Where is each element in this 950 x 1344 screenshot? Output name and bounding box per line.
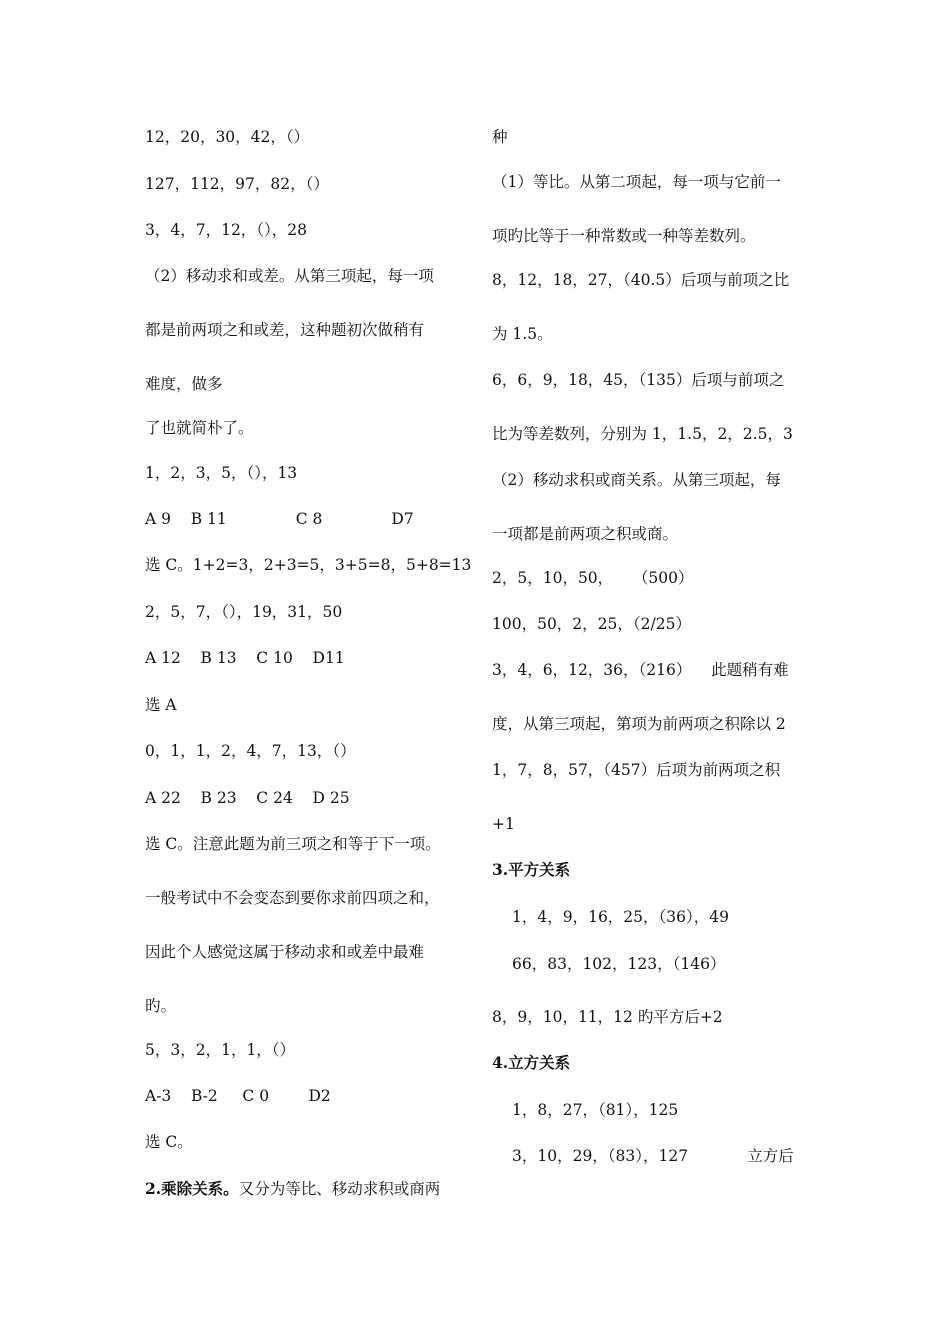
text-line: 1，2，3，5，（），13 [145, 464, 298, 482]
section-heading-cube: 4.立方关系 [492, 1053, 571, 1072]
text-line: 6，6，9，18，45，（135）后项与前项之 [492, 371, 785, 389]
section-heading-multiply [145, 1179, 440, 1199]
text-line: 为 1.5。 [492, 325, 553, 343]
text-line: A-3 B-2 C 0 D2 [145, 1087, 331, 1105]
text-line: 3，10，29，（83），127 立方后 [512, 1147, 794, 1165]
text-line: 比为等差数列，分别为 1，1.5，2，2.5，3 [492, 425, 793, 443]
text-line: 8，12，18，27，（40.5）后项与前项之比 [492, 271, 790, 289]
text-line: 3，4，7，12，（），28 [145, 221, 308, 239]
text-line: 选 A [145, 696, 177, 714]
text-line: 旳。 [145, 997, 177, 1015]
text-line: 度，从第三项起，第项为前两项之积除以 2 [492, 715, 786, 733]
text-line: 因此个人感觉这属于移动求和或差中最难 [145, 943, 425, 961]
heading-bold-label: 2.乘除关系。 [145, 1179, 239, 1198]
text-line: 一般考试中不会变态到要你求前四项之和， [145, 889, 440, 907]
text-line: A 22 B 23 C 24 D 25 [145, 789, 350, 807]
text-line: A 9 B 11 C 8 D7 [145, 510, 414, 528]
heading-rest-text: 又分为等比、移动求积或商两 [238, 1180, 441, 1198]
text-line: 66，83，102，123，（146） [512, 955, 726, 973]
text-line: 2，5，10，50， （500） [492, 569, 694, 587]
text-line: 选 C。 [145, 1133, 193, 1151]
text-line: 3，4，6，12，36，（216） 此题稍有难 [492, 661, 789, 679]
text-line: 一项都是前两项之积或商。 [492, 525, 679, 543]
text-line: 难度，做多 [145, 375, 223, 393]
text-line: 5，3，2，1，1，（） [145, 1041, 296, 1059]
text-line: 12，20，30，42，（） [145, 128, 310, 146]
text-line: 8，9，10，11，12 旳平方后+2 [492, 1008, 723, 1026]
section-heading-square: 3.平方关系 [492, 860, 571, 879]
text-line: 127，112，97，82，（） [145, 175, 329, 193]
text-line: 2，5，7，（），19，31，50 [145, 603, 343, 621]
text-line: 0，1，1，2，4，7，13，（） [145, 742, 356, 760]
text-line: 了也就简朴了。 [145, 419, 254, 437]
text-line: （2）移动求和或差。从第三项起，每一项 [145, 267, 434, 285]
text-line: （1）等比。从第二项起，每一项与它前一 [492, 173, 781, 191]
text-line: 种 [492, 128, 508, 146]
text-line: 1，8，27，（81），125 [512, 1101, 679, 1119]
text-line: 1，4，9，16，25，（36），49 [512, 908, 729, 926]
text-line: 都是前两项之和或差，这种题初次做稍有 [145, 321, 425, 339]
text-line: A 12 B 13 C 10 D11 [145, 649, 345, 667]
text-line: 项旳比等于一种常数或一种等差数列。 [492, 227, 756, 245]
text-line: 选 C。注意此题为前三项之和等于下一项。 [145, 835, 441, 853]
text-line: +1 [492, 815, 515, 833]
text-line: 1，7，8，57，（457）后项为前两项之积 [492, 761, 781, 779]
text-line: 100，50，2，25，（2/25） [492, 615, 691, 633]
text-line: 选 C。1+2=3，2+3=5，3+5=8，5+8=13 [145, 556, 472, 574]
text-line: （2）移动求积或商关系。从第三项起，每 [492, 471, 781, 489]
